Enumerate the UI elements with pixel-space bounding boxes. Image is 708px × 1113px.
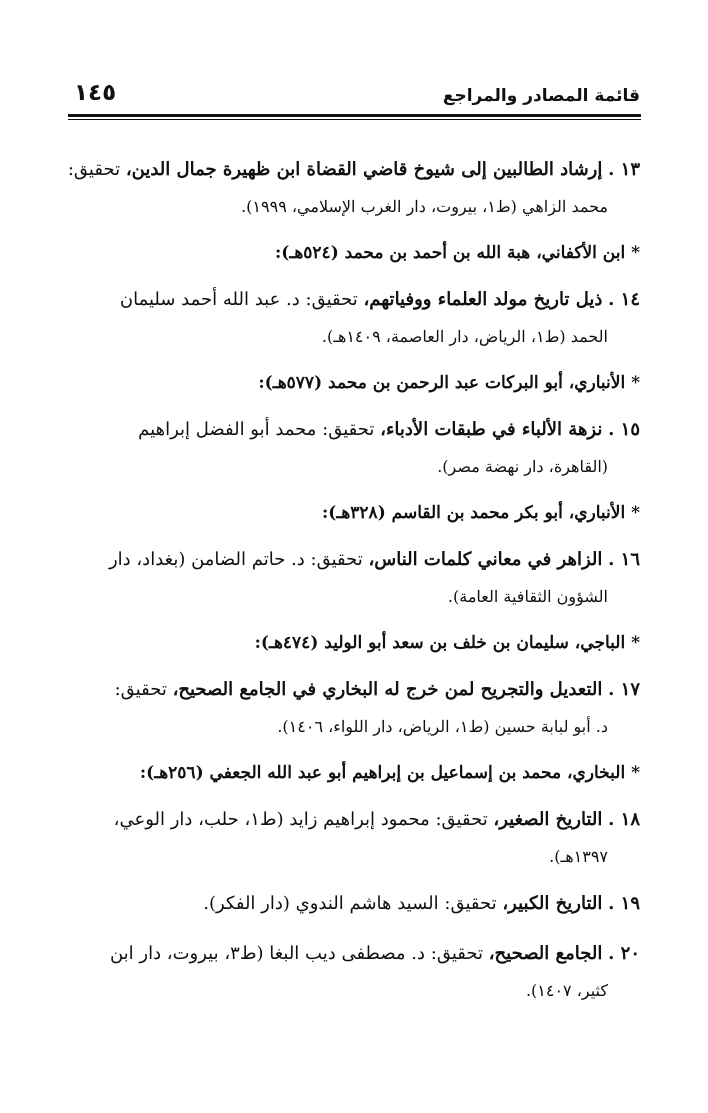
page-number: ١٤٥ <box>74 80 117 106</box>
reference-title: الزاهر في معاني كلمات الناس، <box>368 549 603 570</box>
reference-number: ١٣ . <box>608 159 640 180</box>
header-rule-thick <box>68 114 641 117</box>
reference-title: التاريخ الصغير، <box>493 809 603 830</box>
author-name: البخاري، محمد بن إسماعيل بن إبراهيم أبو عبد الله الجعفي (٢٥٦هـ): <box>139 763 626 783</box>
author-heading <box>68 364 640 402</box>
reference-line <box>68 800 640 840</box>
reference-details: تحقيق: <box>68 159 126 180</box>
author-heading <box>68 754 640 792</box>
author-name: ابن الأكفاني، هبة الله بن أحمد بن محمد (٥٢٤هـ): <box>275 243 626 263</box>
reference-details: تحقيق: محمد أبو الفضل إبراهيم <box>138 419 381 440</box>
reference-continuation: الشؤون الثقافية العامة). <box>447 587 608 606</box>
asterisk-marker: * <box>631 633 640 653</box>
reference-continuation: محمد الزاهي (ط١، بيروت، دار الغرب الإسلامي، ١٩٩٩). <box>241 197 608 216</box>
header-rule-thin <box>68 119 641 120</box>
reference-continuation: كثير، ١٤٠٧). <box>525 981 608 1000</box>
reference-details: تحقيق: د. مصطفى ديب البغا (ط٣، بيروت، دار ابن <box>109 943 489 964</box>
reference-title: الجامع الصحيح، <box>488 943 603 964</box>
header-title: قائمة المصادر والمراجع <box>442 86 640 106</box>
reference-item <box>68 934 640 1008</box>
bibliography-list <box>68 150 640 1018</box>
reference-item <box>68 280 640 354</box>
reference-line <box>68 280 640 320</box>
author-name: الباجي، سليمان بن خلف بن سعد أبو الوليد (٤٧٤هـ): <box>254 633 626 653</box>
reference-details: تحقيق: محمود إبراهيم زايد (ط١، حلب، دار الوعي، <box>113 809 494 830</box>
reference-title: إرشاد الطالبين إلى شيوخ قاضي القضاة ابن ظهيرة جمال الدين، <box>125 159 603 180</box>
reference-number: ١٨ . <box>608 809 640 830</box>
reference-number: ١٩ . <box>608 893 640 914</box>
reference-item <box>68 670 640 744</box>
reference-item <box>68 540 640 614</box>
author-name: الأنباري، أبو بكر محمد بن القاسم (٣٢٨هـ): <box>322 503 626 523</box>
asterisk-marker: * <box>631 243 640 263</box>
reference-item <box>68 884 640 924</box>
author-heading <box>68 624 640 662</box>
running-header <box>68 78 640 112</box>
author-name: الأنباري، أبو البركات عبد الرحمن بن محمد (٥٧٧هـ): <box>258 373 626 393</box>
reference-title: نزهة الألباء في طبقات الأدباء، <box>380 419 603 440</box>
reference-continuation: (القاهرة، دار نهضة مصر). <box>437 457 608 476</box>
reference-line <box>68 884 640 924</box>
reference-number: ١٥ . <box>608 419 640 440</box>
reference-line <box>68 540 640 580</box>
reference-line <box>68 670 640 710</box>
reference-item <box>68 150 640 224</box>
reference-details: تحقيق: <box>114 679 173 700</box>
reference-item <box>68 410 640 484</box>
reference-title: التعديل والتجريح لمن خرج له البخاري في الجامع الصحيح، <box>172 679 603 700</box>
reference-title: التاريخ الكبير، <box>502 893 603 914</box>
reference-number: ١٧ . <box>608 679 640 700</box>
reference-details: تحقيق: د. حاتم الضامن (بغداد، دار <box>108 549 369 570</box>
asterisk-marker: * <box>631 373 640 393</box>
reference-line <box>68 934 640 974</box>
author-heading <box>68 494 640 532</box>
reference-item <box>68 800 640 874</box>
reference-line <box>68 150 640 190</box>
reference-continuation: ١٣٩٧هـ). <box>549 847 608 866</box>
reference-continuation: الحمد (ط١، الرياض، دار العاصمة، ١٤٠٩هـ). <box>321 327 608 346</box>
asterisk-marker: * <box>631 763 640 783</box>
asterisk-marker: * <box>631 503 640 523</box>
author-heading <box>68 234 640 272</box>
reference-number: ١٤ . <box>608 289 640 310</box>
reference-continuation: د. أبو لبابة حسين (ط١، الرياض، دار اللواء، ١٤٠٦). <box>277 717 608 736</box>
reference-number: ١٦ . <box>608 549 640 570</box>
reference-line <box>68 410 640 450</box>
reference-details: تحقيق: السيد هاشم الندوي (دار الفكر). <box>203 893 503 914</box>
reference-number: ٢٠ . <box>608 943 640 964</box>
reference-title: ذيل تاريخ مولد العلماء ووفياتهم، <box>363 289 603 310</box>
reference-details: تحقيق: د. عبد الله أحمد سليمان <box>119 289 364 310</box>
